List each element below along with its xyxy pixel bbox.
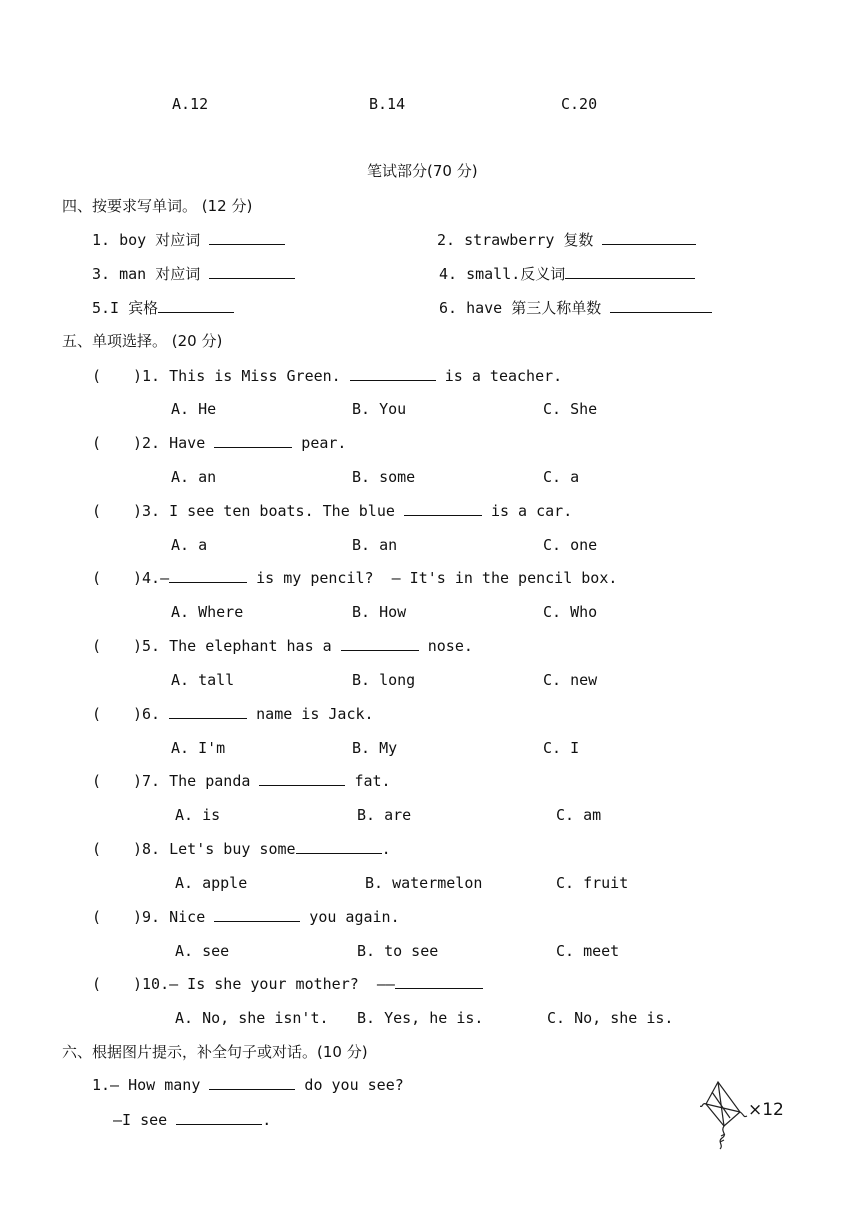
stem-pre: 6. [142,705,170,723]
line-post: . [262,1111,272,1129]
q6-paren-open: ( [92,705,102,723]
paren-close: ) [133,705,143,723]
q4-option-b[interactable]: B. How [352,603,407,621]
q7-option-b[interactable]: B. are [357,806,412,824]
q10-option-a[interactable]: A. No, she isn't. [175,1009,329,1027]
answer-blank[interactable] [404,501,482,516]
stem-post: is a teacher. [435,367,563,385]
q2-option-a[interactable]: A. an [171,468,217,486]
answer-blank[interactable] [341,636,419,651]
q1-option-a[interactable]: A. He [171,400,217,418]
q3-option-a[interactable]: A. a [171,536,208,554]
q5-option-b[interactable]: B. long [352,671,416,689]
q2-option-c[interactable]: C. a [543,468,580,486]
answer-blank[interactable] [169,704,247,719]
part4-item-text: 2. strawberry 复数 [437,231,603,249]
q9-option-a[interactable]: A. see [175,942,230,960]
q4-option-a[interactable]: A. Where [171,603,244,621]
q1-option-b[interactable]: B. You [352,400,407,418]
stem-pre: 4.— [142,569,170,587]
part4-item-text: 1. boy 对应词 [92,231,210,249]
stem-post: is a car. [481,502,573,520]
part4-item-3 [92,264,295,284]
q9-option-b[interactable]: B. to see [357,942,439,960]
paren-close: ) [133,434,143,452]
q10-stem [133,974,483,994]
q5-option-c[interactable]: C. new [543,671,598,689]
prev-option-c: C.20 [561,95,598,113]
answer-blank[interactable] [209,1075,295,1090]
answer-blank[interactable] [602,230,696,245]
prev-option-a: A.12 [172,95,209,113]
answer-blank[interactable] [565,264,695,279]
q2-option-b[interactable]: B. some [352,468,416,486]
paren-close: ) [133,840,143,858]
q8-paren-open: ( [92,840,102,858]
prev-option-b: B.14 [369,95,406,113]
q8-stem [133,839,391,859]
q7-stem [133,771,391,791]
paren-close: ) [133,569,143,587]
q9-option-c[interactable]: C. meet [556,942,620,960]
stem-pre: 5. The elephant has a [142,637,341,655]
q5-paren-open: ( [92,637,102,655]
paren-close: ) [133,367,143,385]
part4-item-text: 6. have 第三人称单数 [439,299,611,317]
q10-paren-open: ( [92,975,102,993]
part4-item-4 [439,264,695,284]
stem-pre: 2. Have [142,434,215,452]
q7-option-c[interactable]: C. am [556,806,602,824]
q9-paren-open: ( [92,908,102,926]
part4-heading: 四、按要求写单词。 (12 分) [62,197,253,215]
q4-option-c[interactable]: C. Who [543,603,598,621]
part4-item-5 [92,298,234,318]
part6-heading: 六、根据图片提示，补全句子或对话。(10 分) [62,1043,368,1061]
q10-option-c[interactable]: C. No, she is. [547,1009,674,1027]
q4-stem [133,568,617,588]
kite-count: ×12 [748,1100,784,1120]
stem-pre: 9. Nice [142,908,215,926]
part4-item-6 [439,298,712,318]
part6-line-1 [92,1075,404,1095]
section-title: 笔试部分(70 分) [367,162,478,180]
q7-paren-open: ( [92,772,102,790]
stem-post: pear. [292,434,347,452]
q3-paren-open: ( [92,502,102,520]
line-pre: —I see [113,1111,177,1129]
q8-option-b[interactable]: B. watermelon [365,874,483,892]
answer-blank[interactable] [169,568,247,583]
stem-pre: 1. This is Miss Green. [142,367,350,385]
stem-post: nose. [418,637,473,655]
stem-pre: 3. I see ten boats. The blue [142,502,404,520]
part4-item-text: 3. man 对应词 [92,265,210,283]
answer-blank[interactable] [395,974,483,989]
q6-stem [133,704,374,724]
answer-blank[interactable] [176,1110,262,1125]
answer-blank[interactable] [209,264,295,279]
stem-pre: 8. Let's buy some [142,840,296,858]
answer-blank[interactable] [296,839,382,854]
stem-pre: 10.— Is she your mother? —— [142,975,395,993]
part4-item-1 [92,230,285,250]
q1-paren-open: ( [92,367,102,385]
q7-option-a[interactable]: A. is [175,806,221,824]
line-pre: 1.— How many [92,1076,210,1094]
q2-paren-open: ( [92,434,102,452]
stem-post: name is Jack. [247,705,374,723]
q3-stem [133,501,572,521]
part4-item-text: 5.I 宾格 [92,299,159,317]
stem-post: . [381,840,391,858]
kite-icon [700,1078,748,1150]
paren-close: ) [133,637,143,655]
stem-pre: 7. The panda [142,772,260,790]
paren-close: ) [133,975,143,993]
paren-close: ) [133,502,143,520]
q4-paren-open: ( [92,569,102,587]
answer-blank[interactable] [214,907,300,922]
q9-stem [133,907,400,927]
q10-option-b[interactable]: B. Yes, he is. [357,1009,484,1027]
line-post: do you see? [295,1076,404,1094]
q5-option-a[interactable]: A. tall [171,671,235,689]
answer-blank[interactable] [209,230,285,245]
q5-stem [133,636,473,656]
answer-blank[interactable] [350,366,436,381]
q6-option-c[interactable]: C. I [543,739,580,757]
paren-close: ) [133,772,143,790]
part4-item-text: 4. small.反义词 [439,265,566,283]
q6-option-b[interactable]: B. My [352,739,398,757]
part4-item-2 [437,230,696,250]
q6-option-a[interactable]: A. I'm [171,739,226,757]
stem-post: is my pencil? — It's in the pencil box. [247,569,618,587]
answer-blank[interactable] [158,298,234,313]
paren-close: ) [133,908,143,926]
q3-option-b[interactable]: B. an [352,536,398,554]
answer-blank[interactable] [214,433,292,448]
q3-option-c[interactable]: C. one [543,536,598,554]
part6-line-2 [113,1110,271,1130]
q8-option-c[interactable]: C. fruit [556,874,629,892]
q1-stem [133,366,562,386]
stem-post: you again. [300,908,400,926]
stem-post: fat. [345,772,391,790]
answer-blank[interactable] [610,298,712,313]
part5-heading: 五、单项选择。 (20 分) [62,332,223,350]
answer-blank[interactable] [259,771,345,786]
q8-option-a[interactable]: A. apple [175,874,248,892]
q1-option-c[interactable]: C. She [543,400,598,418]
q2-stem [133,433,346,453]
kite-picture [700,1078,784,1154]
